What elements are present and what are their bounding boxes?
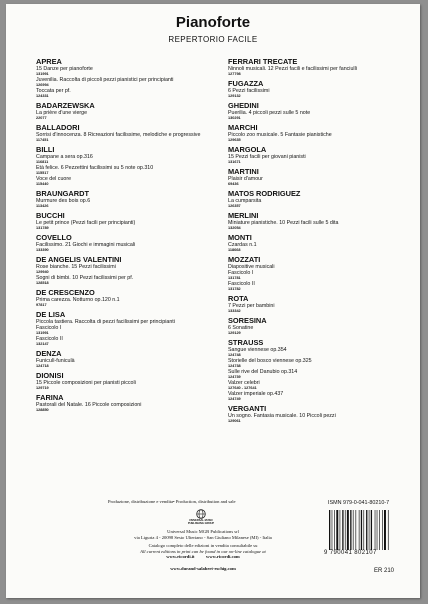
work-code: 131991 [36,331,49,336]
work-title: Valzer celebri [228,380,260,387]
composer-name: GHEDINI [228,101,259,110]
composer-name: DE ANGELIS VALENTINI [36,255,122,264]
barcode-bar [356,510,357,550]
composer-name: MATOS RODRIGUEZ [228,189,301,198]
barcode-bar [366,510,367,550]
composer-name: MONTI [228,233,252,242]
barcode-bar [388,510,389,550]
composer-name: FARINA [36,393,64,403]
composer-list-right [228,56,408,426]
composer-entry [36,211,216,231]
catalog-note-it: Catalogo completo delle edizioni in vendita consultabile su [148,543,258,548]
composer-name: BILLI [36,145,55,154]
work-code: 126994 [36,83,49,88]
publisher-info [108,529,298,541]
barcode-bar [375,510,376,550]
composer-name: FUGAZZA [228,79,264,88]
composer-entry [228,101,408,121]
composer-name: MARTINI [228,167,259,176]
composer-entry [228,123,408,143]
work-title: Diapositive musicali [228,264,275,270]
work-title: Fascicolo I [228,270,254,277]
composer-entry [36,288,216,308]
composer-entry [36,233,216,253]
barcode-bar [353,510,354,550]
barcode-bar [384,510,386,550]
publisher-name: Universal Music MGB Publications srl [167,529,239,534]
work-title: 6 Sonatine [228,325,254,332]
work-title: 7 Pezzi per bambini [228,303,275,310]
work-code: 128518 [36,281,49,286]
composer-entry [228,189,408,209]
work-title: Toccata per pf. [36,88,71,94]
composer-entry [228,57,408,77]
work-code: 131991 [36,72,49,77]
work-title: Voce del cuore [36,176,72,182]
composer-list-left [36,56,216,415]
work-code: 115517 [36,171,49,176]
composer-entry [228,79,408,99]
barcode-bar [361,510,362,550]
work-code: 116811 [36,160,49,165]
work-code: 129940 [36,270,49,275]
composer-entry [36,101,216,121]
work-code: 124331 [36,94,49,99]
work-title: Rose bianche. 15 Pezzi facilissimi [36,264,116,270]
barcode-bar [342,510,343,550]
work-code: 118668 [228,248,241,253]
composer-name: BADARZEWSKA [36,101,95,110]
work-title: Sangue viennese op.354 [228,347,287,354]
composer-name: COVELLO [36,233,72,242]
website-link-dse[interactable]: www.durand-salabert-eschig.com [170,566,236,571]
work-title: 15 Piccole composizioni per pianisti piccoli [36,380,136,387]
work-code: 124749 [228,397,241,402]
composer-entry [36,145,216,187]
work-code: 133342 [228,309,241,314]
work-code: 126357 [228,204,241,209]
edition-code: ER 210 [374,568,395,574]
composer-entry [228,404,408,424]
work-title: Sogni di bimbi. 10 Pezzi facilissimi per pf. [36,275,134,281]
work-code: 131781 [228,276,241,281]
composer-name: MOZZATI [228,255,261,264]
barcode-bar [371,510,372,550]
composer-name: STRAUSS [228,338,264,348]
work-title: Puerilia. 4 piccoli pezzi sulle 5 note [228,110,311,116]
composer-entry [228,316,408,336]
composer-entry [36,310,216,347]
website-links[interactable]: www.ricordi.it www.ricordi.com [166,554,240,559]
work-code: 127640 - 127641 [228,386,257,391]
composer-name: DIONISI [36,371,64,381]
composer-entry [228,294,408,314]
work-title: Facilissimo. 21 Giochi e immagini musicali [36,242,136,248]
globe-icon [196,509,206,519]
work-title: Fascicolo I [36,325,62,332]
barcode-image [327,510,395,550]
work-title: Piccolo zoo musicale. 5 Fantasie pianistiche [228,132,332,138]
barcode-bar [377,510,378,550]
work-code: 129719 [36,386,49,391]
work-title: 15 Danze per pianoforte [36,66,93,72]
logo-text: UNIVERSAL MUSIC PUBLISHING GROUP [187,519,215,525]
work-title: Fascicolo II [36,336,63,343]
page-title: Pianoforte [175,14,251,31]
work-code: 129132 [228,94,241,99]
work-title: Plaisir d'amour [228,176,263,182]
work-code: 69436 [228,182,239,187]
composer-name: BUCCHI [36,211,65,220]
page-subtitle: REPERTORIO FACILE [168,35,258,44]
barcode-bar [334,510,335,550]
composer-entry [228,167,408,187]
barcode-bar [347,510,349,550]
barcode-bar [345,510,346,550]
work-title: Sulle rive del Danubio op.314 [228,369,298,376]
composer-entry [36,189,216,209]
work-code: 124738 [228,364,241,369]
work-code: 128850 [36,408,49,413]
work-title: Prima carezza. Notturno op.120 n.1 [36,297,120,303]
work-title: Murmure des bois op.6 [36,198,91,204]
work-code: 113426 [36,204,49,209]
composer-name: ROTA [228,294,249,304]
work-code: 117451 [36,138,49,143]
composer-entry [36,57,216,99]
composer-entry [228,255,408,292]
composer-entry [36,349,216,369]
work-code: 133390 [36,248,49,253]
composer-name: BRAUNGARDT [36,189,89,198]
work-title: Pastorali del Natale. 16 Piccole composizioni [36,402,142,409]
work-code: 129061 [228,419,241,424]
work-code: 124718 [36,364,49,369]
barcode-bar [329,510,330,550]
barcode-bar [336,510,338,550]
composer-entry [228,338,408,402]
barcode-bar [369,510,370,550]
work-code: 131782 [228,287,241,292]
work-title: Sorrisi d'innocenza. 8 Ricreazioni facilissime, melodiche e progressive [36,132,201,138]
composer-name: DE LISA [36,310,66,319]
publisher-logo [184,509,218,525]
composer-entry [36,123,216,143]
composer-entry [228,233,408,253]
work-title: 6 Pezzi facilissimi [228,88,270,94]
work-title: Ninnoli musicali. 12 Pezzi facili e facilissimi per fanciulli [228,66,357,72]
publisher-address: via Liguria 4 - 20098 Sesto Ulteriano - San Giuliano Milanese (MI) - Italia [134,535,272,540]
composer-entry [228,211,408,231]
work-title: 15 Pezzi facili per giovani pianisti [228,154,306,160]
work-title: Fascicolo II [228,281,255,288]
work-code: 115440 [36,182,49,187]
work-title: Czardas n.1 [228,242,257,248]
work-code: 129129 [228,331,241,336]
work-title: Le petit prince (Pezzi facili per principianti) [36,220,136,226]
barcode-bar [379,510,380,550]
composer-entry [228,145,408,165]
work-code: 124748 [228,353,241,358]
production-note: Produzione, distribuzione e vendita• Production, distribution and sale [108,499,236,504]
work-title: Valzer imperiale op.437 [228,391,284,398]
barcode-bar [363,510,364,550]
work-title: Juvenilia. Raccolta di piccoli pezzi pianistici per principianti [36,77,174,83]
barcode-bar [350,510,351,550]
work-code: 97817 [36,303,47,308]
composer-name: DE CRESCENZO [36,288,95,297]
work-title: Un sogno. Fantasia musicale. 10 Piccoli pezzi [228,413,336,420]
composer-name: FERRARI TRECATE [228,57,298,66]
barcode-bar [332,510,333,550]
work-code: 131671 [228,160,241,165]
barcode-bar [340,510,341,550]
work-title: Età felice. 6 Pezzettini facilissimi su 5 note op.310 [36,165,154,171]
work-title: La cumparsita [228,198,262,204]
work-code: 131789 [36,226,49,231]
work-code: 130291 [228,116,241,121]
work-code: 124739 [228,375,241,380]
work-code: 127798 [228,72,241,77]
work-code: 22077 [36,116,47,121]
composer-name: APREA [36,57,62,66]
work-title: Funiculì-funiculà [36,358,75,365]
catalog-page [6,4,420,598]
composer-name: VERGANTI [228,404,267,414]
composer-name: SORESINA [228,316,267,326]
composer-entry [36,393,216,413]
ismn-code: ISMN 979-0-041-80210-7 [328,500,390,506]
work-title: Miniature pianistiche. 10 Pezzi facili sulle 5 dita [228,220,339,226]
work-code: 129635 [228,138,241,143]
barcode-digits: 9 790041 802107 [324,550,377,556]
composer-name: MERLINI [228,211,259,220]
composer-name: DENZA [36,349,62,359]
catalog-note-en: All current editions in print can be found in our on-line catalogue at [140,549,266,554]
composer-entry [36,255,216,286]
barcode-bar [359,510,360,550]
composer-entry [36,371,216,391]
barcode-bar [382,510,383,550]
work-title: La prière d'une vierge [36,110,88,116]
composer-name: MARCHI [228,123,258,132]
work-code: 132054 [228,226,241,231]
work-code: 132147 [36,342,49,347]
work-title: Piccola tastiera. Raccolta di pezzi facilissimi per principianti [36,319,175,325]
composer-name: MARGOLA [228,145,267,154]
work-title: Campane a sera op.316 [36,154,93,160]
work-title: Storielle del bosco viennese op.325 [228,358,312,365]
composer-name: BALLADORI [36,123,80,132]
